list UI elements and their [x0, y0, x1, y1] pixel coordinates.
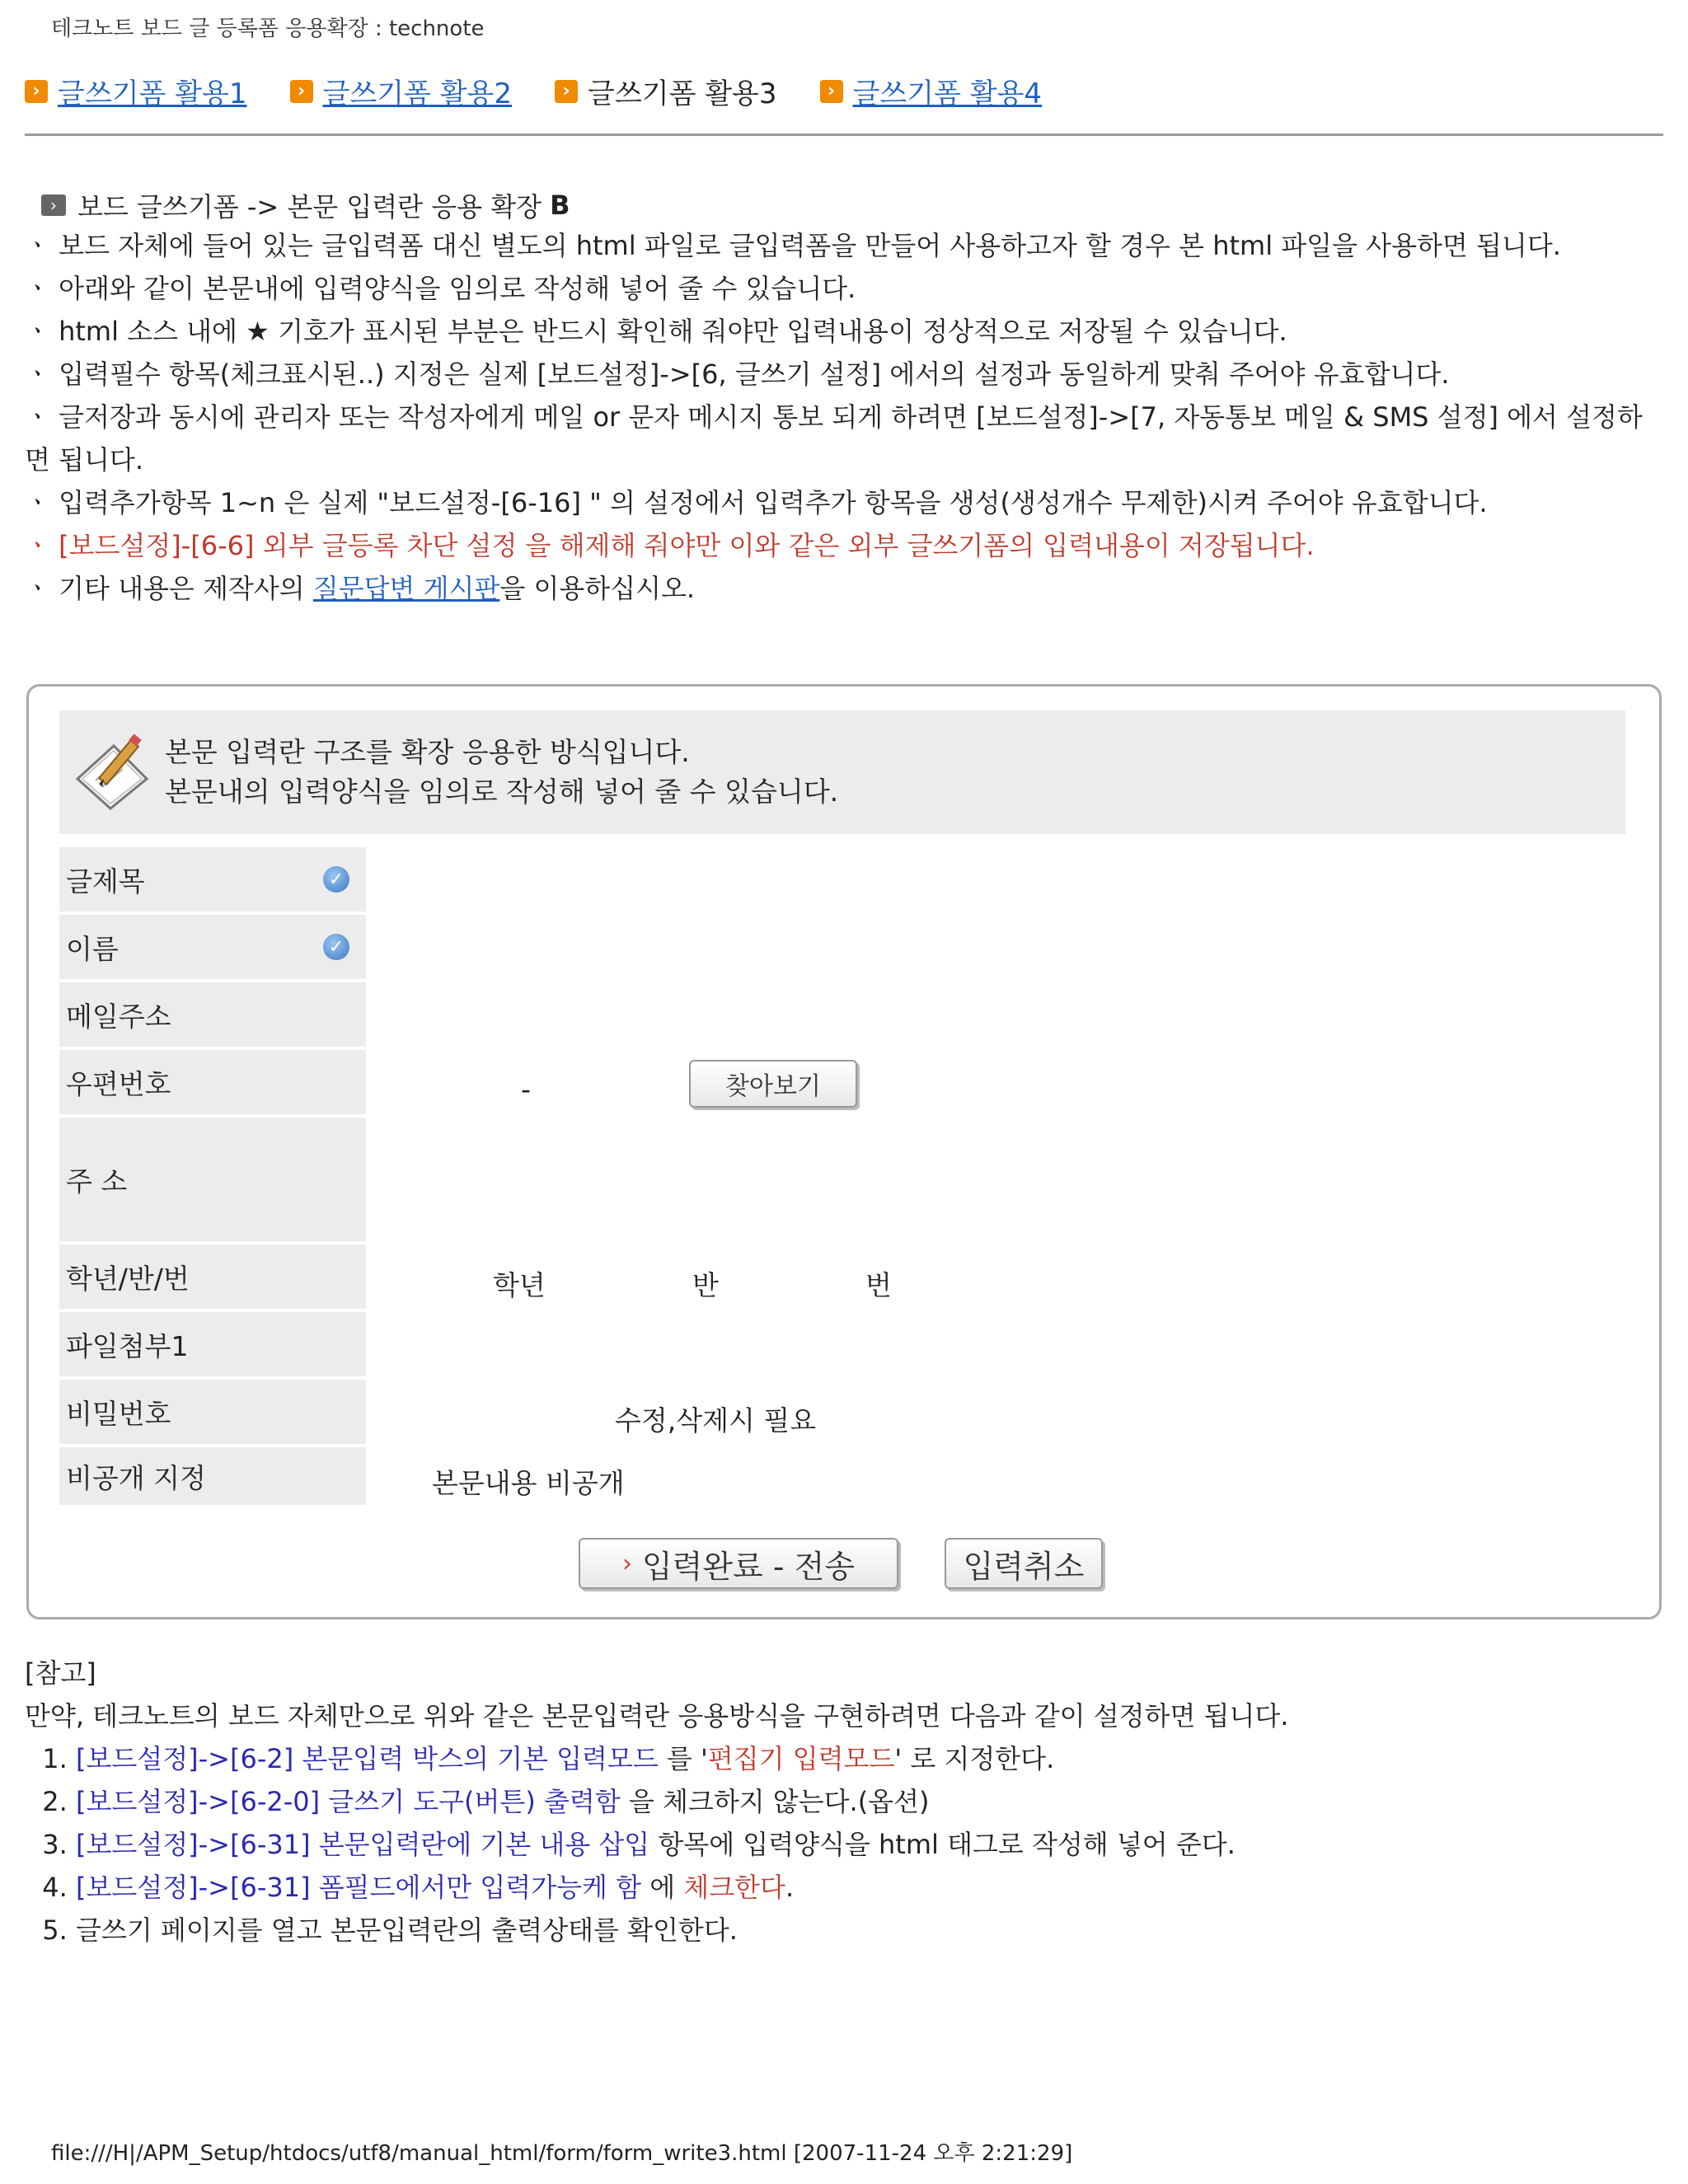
section-title — [41, 186, 570, 224]
reference-section — [25, 1652, 1665, 1952]
label-text: 이름 — [66, 932, 119, 965]
tab-label[interactable]: 글쓰기폼 활용1 — [58, 77, 247, 110]
notes — [25, 224, 1665, 610]
label-text: 우편번호 — [66, 1067, 171, 1100]
setting-value: 편집기 입력모드 — [707, 1743, 895, 1774]
label-private — [59, 1447, 366, 1505]
label-name — [59, 915, 366, 979]
step-text: 글쓰기 페이지를 열고 본문입력란의 출력상태를 확인한다. — [76, 1915, 738, 1946]
arrow-icon: › — [820, 80, 843, 103]
step-text: 를 ' — [658, 1743, 708, 1774]
class-grade-label: 학년 — [493, 1269, 546, 1301]
reference-title: [참고] — [25, 1657, 96, 1689]
private-note: 본문내용 비공개 — [432, 1467, 625, 1499]
zip-search-button[interactable]: 찾아보기 — [689, 1060, 857, 1108]
label-text: 학년/반/번 — [66, 1262, 190, 1295]
tab-form-usage-2[interactable] — [290, 71, 513, 111]
note-text: 을 이용하십시오. — [499, 573, 696, 604]
section-title-text: 보드 글쓰기폼 -> 본문 입력란 응용 확장 — [77, 191, 542, 223]
note-item: ㆍ 입력추가항목 1~n 은 실제 "보드설정-[6-16] " 의 설정에서 입력추가 항목을 생성(생성개수 무제한)시켜 주어야 유효합니다. — [25, 487, 1488, 518]
file-path-footer: file:///H|/APM_Setup/htdocs/utf8/manual_html/form/form_write3.html [2007-11-24 오후 2:21:29] — [51, 2141, 1073, 2166]
label-text: 메일주소 — [66, 1000, 171, 1033]
form-header — [59, 710, 1625, 834]
note-item: ㆍ 보드 자체에 들어 있는 글입력폼 대신 별도의 html 파일로 글입력폼을 만들어 사용하고자 할 경우 본 html 파일을 사용하면 됩니다. — [25, 230, 1561, 261]
step-text: ' 로 지정한다. — [894, 1743, 1055, 1774]
list-item — [76, 1823, 1665, 1866]
note-item: ㆍ html 소스 내에 ★ 기호가 표시된 부분은 반드시 확인해 줘야만 입력내용이 정상적으로 저장될 수 있습니다. — [25, 316, 1287, 347]
label-text: 글제목 — [66, 865, 145, 898]
arrow-box-icon: › — [41, 194, 66, 216]
setting-path: [보드설정]->[6-2] 본문입력 박스의 기본 입력모드 — [76, 1743, 659, 1774]
setting-path: [보드설정]->[6-31] 본문입력란에 기본 내용 삽입 — [76, 1829, 650, 1860]
reference-steps — [25, 1737, 1665, 1952]
label-address — [59, 1118, 366, 1241]
label-email — [59, 982, 366, 1047]
qa-board-link[interactable]: 질문답변 게시판 — [312, 573, 500, 604]
tab-form-usage-1[interactable] — [25, 71, 247, 111]
list-item — [76, 1737, 1665, 1780]
setting-value: 체크한다 — [683, 1872, 785, 1903]
tab-form-usage-3 — [555, 71, 777, 111]
note-item: ㆍ 글저장과 동시에 관리자 또는 작성자에게 메일 or 문자 메시지 통보 되게 하려면 [보드설정]->[7, 자동통보 메일 & SMS 설정] 에서 설정하면 됩니다. — [25, 401, 1643, 476]
zip-dash: - — [521, 1073, 531, 1105]
class-room-label: 반 — [692, 1269, 719, 1301]
password-note: 수정,삭제시 필요 — [615, 1404, 817, 1436]
list-item — [76, 1780, 1665, 1823]
pencil-note-icon — [71, 731, 153, 813]
list-item — [76, 1909, 1665, 1952]
tab-bar — [25, 71, 1042, 111]
class-number-label: 번 — [865, 1269, 892, 1301]
submit-button[interactable] — [579, 1538, 898, 1589]
section-title-suffix: B — [550, 190, 570, 221]
chevron-right-icon: › — [621, 1549, 632, 1578]
arrow-icon: › — [555, 80, 578, 103]
tab-label[interactable]: 글쓰기폼 활용4 — [852, 77, 1043, 110]
tab-form-usage-4[interactable] — [820, 71, 1043, 111]
tab-label[interactable]: 글쓰기폼 활용2 — [322, 77, 513, 110]
label-subject — [59, 847, 366, 912]
label-class — [59, 1244, 366, 1309]
note-item — [25, 567, 1665, 610]
form-header-line: 본문내의 입력양식을 임의로 작성해 넣어 줄 수 있습니다. — [165, 776, 839, 808]
cancel-button[interactable]: 입력취소 — [945, 1538, 1103, 1589]
setting-path: [보드설정]->[6-2-0] 글쓰기 도구(버튼) 출력함 — [76, 1786, 621, 1817]
label-text: 파일첨부1 — [66, 1329, 189, 1362]
step-text: 항목에 입력양식을 html 태그로 작성해 넣어 준다. — [649, 1829, 1236, 1860]
required-check-icon: ✓ — [323, 866, 349, 893]
arrow-icon: › — [25, 80, 48, 103]
divider — [25, 134, 1663, 136]
step-text: . — [785, 1872, 795, 1903]
label-text: 비공개 지정 — [66, 1461, 206, 1494]
note-item: ㆍ 입력필수 항목(체크표시된..) 지정은 실제 [보드설정]->[6, 글쓰기 설정] 에서의 설정과 동일하게 맞춰 주어야 유효합니다. — [25, 359, 1450, 390]
page-title: 테크노트 보드 글 등록폼 응용확장 : technote — [51, 16, 485, 41]
note-text: ㆍ 기타 내용은 제작사의 — [25, 573, 313, 604]
label-password — [59, 1380, 366, 1444]
arrow-icon: › — [290, 80, 313, 103]
note-item: ㆍ 아래와 같이 본문내에 입력양식을 임의로 작성해 넣어 줄 수 있습니다. — [25, 273, 856, 304]
step-text: 을 체크하지 않는다.(옵션) — [620, 1786, 930, 1817]
reference-intro: 만약, 테크노트의 보드 자체만으로 위와 같은 본문입력란 응용방식을 구현하려면 다음과 같이 설정하면 됩니다. — [25, 1700, 1289, 1732]
list-item — [76, 1866, 1665, 1909]
tab-label: 글쓰기폼 활용3 — [588, 77, 777, 110]
label-zip — [59, 1050, 366, 1114]
step-text: 에 — [641, 1872, 684, 1903]
submit-label: 입력완료 - 전송 — [641, 1548, 856, 1585]
setting-path: [보드설정]->[6-31] 폼필드에서만 입력가능케 함 — [76, 1872, 642, 1903]
label-file — [59, 1312, 366, 1376]
required-check-icon: ✓ — [323, 934, 349, 960]
label-text: 주 소 — [66, 1165, 128, 1197]
note-item-warning: ㆍ [보드설정]-[6-6] 외부 글등록 차단 설정 을 해제해 줘야만 이와 같은 외부 글쓰기폼의 입력내용이 저장됩니다. — [25, 530, 1315, 561]
label-text: 비밀번호 — [66, 1397, 171, 1430]
form-header-line: 본문 입력란 구조를 확장 응용한 방식입니다. — [165, 736, 690, 768]
